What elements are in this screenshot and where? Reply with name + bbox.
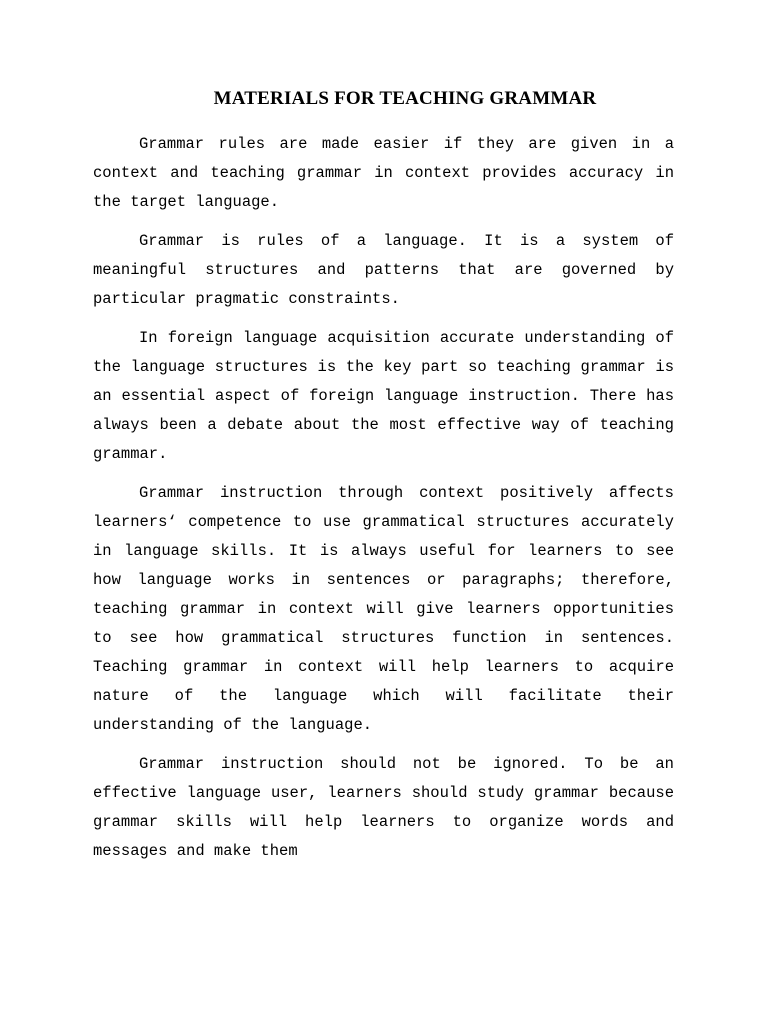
- document-body: [93, 130, 674, 876]
- paragraph-4: Grammar instruction through context positively affects learners‘ competence to use grammatical structures accurately in language skills. It is always useful for learners to see how language works in sentences or paragraphs; therefore, teaching grammar in context will give learners opportunities to see how grammatical structures function in sentences. Teaching grammar in context will help learners to acquire nature of the language which will facilitate their understanding of the language.: [93, 484, 674, 734]
- paragraph-2: Grammar is rules of a language. It is a system of meaningful structures and patterns that are governed by particular pragmatic constraints.: [93, 232, 674, 308]
- paragraph-3: In foreign language acquisition accurate understanding of the language structures is the key part so teaching grammar is an essential aspect of foreign language instruction. There has always been a debate about the most effective way of teaching grammar.: [93, 329, 674, 463]
- document-title: MATERIALS FOR TEACHING GRAMMAR: [213, 88, 597, 109]
- paragraph-1: Grammar rules are made easier if they are given in a context and teaching grammar in context provides accuracy in the target language.: [93, 135, 674, 211]
- paragraph-5: Grammar instruction should not be ignored. To be an effective language user, learners should study grammar because grammar skills will help learners to organize words and messages and make them: [93, 755, 674, 860]
